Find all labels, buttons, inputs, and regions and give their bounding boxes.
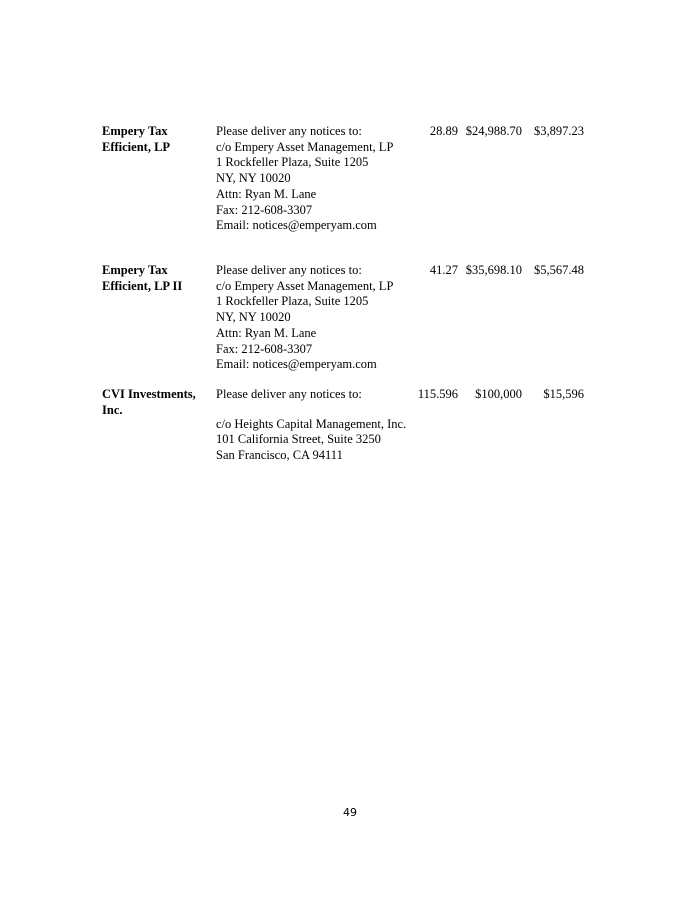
address-line: Please deliver any notices to: — [216, 263, 362, 277]
address-line: Email: notices@emperyam.com — [216, 357, 377, 372]
investor-name-line: Inc. — [102, 402, 123, 417]
investor-name-line: Empery Tax — [102, 124, 168, 138]
investor-name-line: Empery Tax — [102, 263, 168, 277]
investor-name-line: CVI Investments, — [102, 387, 196, 401]
address-line: Attn: Ryan M. Lane — [216, 186, 317, 201]
amount-col-3: $5,567.48 — [534, 263, 584, 277]
address-line: Please deliver any notices to: — [216, 124, 362, 138]
address-line: 1 Rockfeller Plaza, Suite 1205 — [216, 155, 369, 170]
notice-address — [216, 124, 416, 234]
address-line: San Francisco, CA 94111 — [216, 448, 343, 463]
address-line: Fax: 212-608-3307 — [216, 202, 313, 217]
amount-col-2: $35,698.10 — [465, 263, 522, 277]
address-line: Fax: 212-608-3307 — [216, 341, 313, 356]
amount-col-1: 41.27 — [429, 263, 458, 277]
amount-col-3: $3,897.23 — [534, 124, 584, 138]
amount-col-2: $100,000 — [475, 387, 522, 401]
notice-address — [216, 263, 416, 373]
address-line: NY, NY 10020 — [216, 171, 291, 186]
address-line: Email: notices@emperyam.com — [216, 218, 377, 233]
address-spacer — [216, 403, 416, 417]
address-line: NY, NY 10020 — [216, 310, 291, 325]
investor-name-line: Efficient, LP — [102, 139, 171, 154]
address-line: Please deliver any notices to: — [216, 387, 362, 401]
address-line: c/o Empery Asset Management, LP — [216, 278, 394, 293]
investor-name — [102, 124, 212, 155]
amount-col-1: 115.596 — [417, 387, 458, 401]
investor-name — [102, 263, 212, 294]
notice-address — [216, 387, 416, 464]
investor-name — [102, 387, 212, 418]
address-line: Attn: Ryan M. Lane — [216, 325, 317, 340]
amount-col-1: 28.89 — [429, 124, 458, 138]
investor-name-line: Efficient, LP II — [102, 278, 183, 293]
amount-col-2: $24,988.70 — [465, 124, 522, 138]
address-line: c/o Heights Capital Management, Inc. — [216, 416, 407, 431]
address-line: 1 Rockfeller Plaza, Suite 1205 — [216, 294, 369, 309]
address-line: c/o Empery Asset Management, LP — [216, 139, 394, 154]
amount-col-3: $15,596 — [543, 387, 584, 401]
address-line: 101 California Street, Suite 3250 — [216, 432, 381, 447]
page-number: 49 — [343, 806, 357, 819]
